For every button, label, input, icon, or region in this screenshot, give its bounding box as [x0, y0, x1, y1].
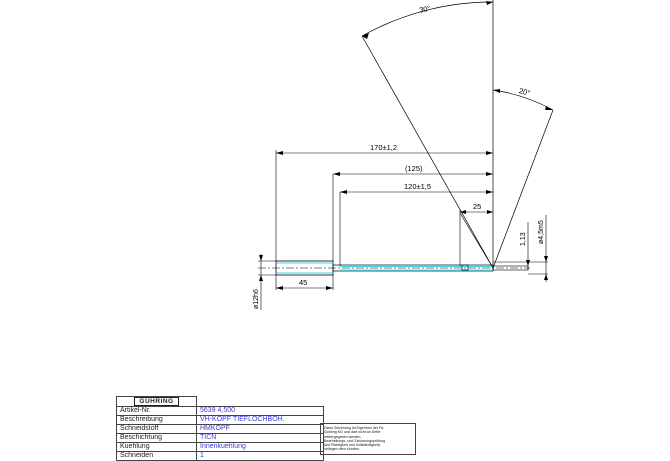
title-block-row [117, 434, 324, 443]
arrowhead [486, 172, 493, 176]
dim-tip-dia-label: ø4,5m5 [538, 220, 545, 244]
row-label: Schneidstoff [117, 425, 197, 434]
company-logo: GÜHRING [134, 397, 178, 406]
note-line: Diese Zeichnung ist Eigentum der Fa. [324, 426, 385, 430]
dim-head-label: 1,13 [520, 232, 527, 246]
row-value: Innenkuehlung [197, 443, 324, 452]
dim-shank-dia-label: ø12h6 [253, 289, 260, 309]
dim-overall-label: 170±1,2 [370, 143, 398, 152]
dim-shank-label: 45 [299, 278, 308, 287]
angle-20-label: 20° [517, 86, 532, 98]
row-label: Schneiden [117, 452, 197, 461]
arrowhead [487, 210, 493, 214]
note-line: obliegen dem Kunden. [324, 447, 360, 452]
arrowhead [276, 286, 283, 290]
title-block-row [117, 443, 324, 452]
arrowhead [259, 255, 263, 261]
logo-cell [117, 397, 197, 407]
angle-30-line [362, 36, 493, 268]
row-label: Beschreibung [117, 416, 197, 425]
arrowhead [544, 274, 548, 280]
arrowhead [486, 1, 493, 5]
title-block-row [117, 425, 324, 434]
arrowhead [486, 151, 493, 155]
dim-flute-label: 120±1,5 [404, 182, 432, 191]
arrowhead [276, 151, 283, 155]
row-label: Kuehlung [117, 443, 197, 452]
row-label: Artikel-Nr. [117, 407, 197, 416]
arrowhead [340, 190, 347, 194]
title-block-logo-row [117, 397, 324, 407]
dim-tip-label: 25 [473, 202, 482, 211]
arrowhead [526, 260, 530, 266]
title-block [116, 396, 324, 461]
title-block-row [117, 407, 324, 416]
tip-diagonal-line [460, 213, 493, 268]
arrowhead [259, 275, 263, 281]
arrowhead [486, 190, 493, 194]
row-label: Beschichtung [117, 434, 197, 443]
row-value: 1 [197, 452, 324, 461]
note-line: Bearbeitungs- und Zeichnungsprüfung [324, 438, 386, 443]
title-block-row [117, 452, 324, 461]
row-value: HMKOPF [197, 425, 324, 434]
row-value: VH-KOPF TIEFLOCHBOH. [197, 416, 324, 425]
title-block-row [117, 416, 324, 425]
note-line: Gühring KG und darf nicht an Dritte [324, 430, 381, 435]
arrowhead [333, 172, 340, 176]
row-value: TICN [197, 434, 324, 443]
arrowhead [544, 256, 548, 262]
arrowhead [545, 106, 553, 110]
note-line: (auf Richtigkeit und Vollständigkeit) [324, 443, 380, 448]
row-value: 5639 4,500 [197, 407, 324, 416]
note-line: weitergegeben werden. [324, 434, 362, 439]
arrowhead [493, 89, 500, 93]
angle-30-label: 30° [418, 3, 432, 15]
arrowhead [326, 286, 333, 290]
empty-cell [197, 397, 324, 407]
dim-ref-label: (125) [405, 164, 423, 173]
ownership-note [320, 423, 416, 455]
